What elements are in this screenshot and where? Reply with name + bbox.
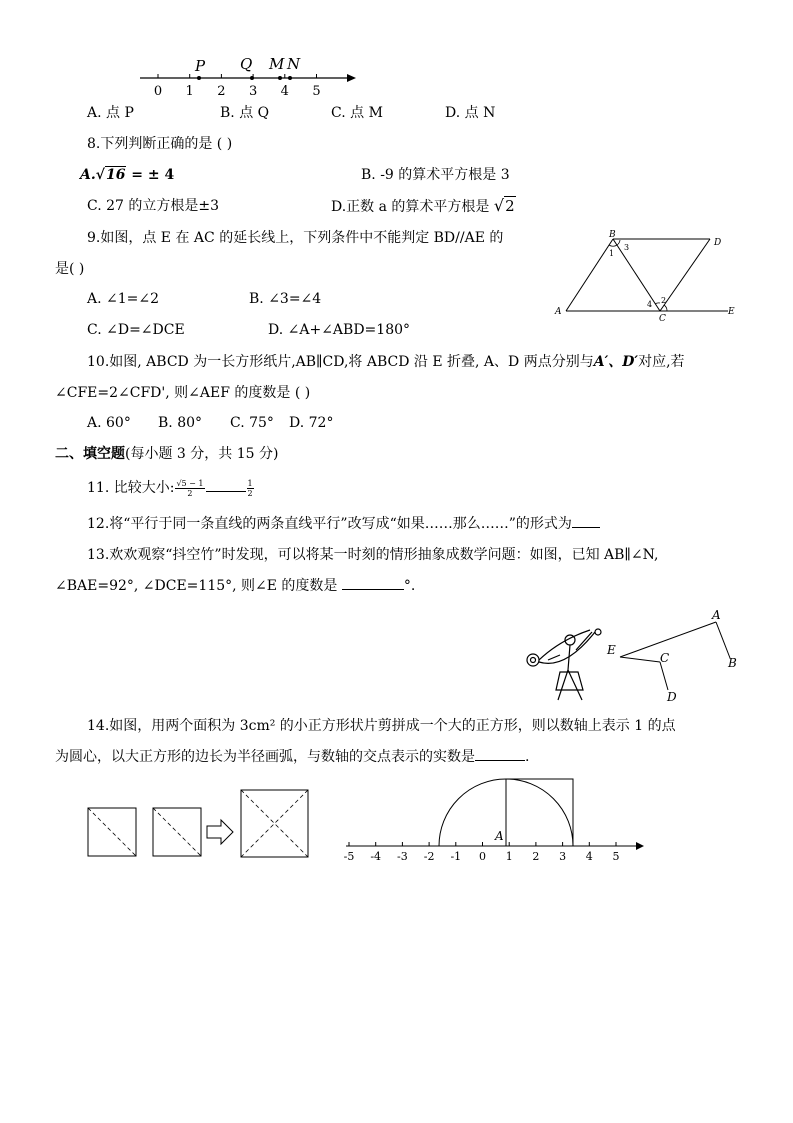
q9-label-a: A <box>555 307 562 317</box>
q13-label-c: C <box>660 651 670 665</box>
axis-tick-label: 3 <box>248 84 258 99</box>
sqrt-sign: √ <box>493 196 505 215</box>
axis-tick-label: 0 <box>479 850 486 863</box>
q13-line2-b: °. <box>403 578 416 594</box>
point-label-m: M <box>269 55 285 73</box>
axis-tick-label: 2 <box>217 84 226 99</box>
axis-tick-label: -3 <box>397 850 408 863</box>
q9-stem-line2: 是( ) <box>55 261 85 277</box>
q12-text: 12.将“平行于同一条直线的两条直线平行”改写成“如果……那么……”的形式为 <box>87 516 572 532</box>
q9-option-c: C. ∠D=∠DCE <box>87 322 185 338</box>
q9-angle-1: 1 <box>609 249 615 258</box>
q9-option-b: B. ∠3=∠4 <box>249 291 322 307</box>
q11-prefix: 11. 比较大小: <box>87 480 175 496</box>
q9-label-b: B <box>609 230 616 240</box>
axis-tick-label: 5 <box>612 850 620 863</box>
q8-option-c: C. 27 的立方根是±3 <box>87 198 220 214</box>
q9-angle-2: 2 <box>661 296 667 305</box>
point-label-q: Q <box>240 55 253 73</box>
q8-option-a-radicand: 16 <box>105 167 126 183</box>
q10-line1-c: 对应,若 <box>638 354 685 370</box>
axis-tick-label: 5 <box>312 84 321 99</box>
axis-tick-label: 0 <box>153 84 163 99</box>
q10-option-b: B. 80° <box>158 415 203 431</box>
axis-tick-label: -1 <box>450 850 462 863</box>
q13-label-a: A <box>712 608 721 622</box>
q10-option-d: D. 72° <box>289 415 334 431</box>
q8-option-a-prefix: A. <box>80 167 96 183</box>
q9-option-d: D. ∠A+∠ABD=180° <box>268 322 411 338</box>
axis-tick-label: 1 <box>185 84 194 99</box>
q7-option-a: A. 点 P <box>87 105 134 121</box>
q7-option-b: B. 点 Q <box>220 105 270 121</box>
q9-stem-line1: 9.如图，点 E 在 AC 的延长线上，下列条件中不能判定 BD//AE 的 <box>87 230 504 246</box>
q8-option-a-suffix: = ± 4 <box>126 167 175 183</box>
q10-line1-a: 10.如图, ABCD 为一长方形纸片,AB∥CD,将 ABCD 沿 E 折叠, A、D 两点分别与 <box>87 354 594 370</box>
section-2-title-bold: 二、填空题 <box>55 446 125 462</box>
q14-line2-text: 为圆心，以大正方形的边长为半径画弧，与数轴的交点表示的实数是 <box>55 749 475 765</box>
q8-option-d-radicand: 2 <box>505 197 515 215</box>
q14-point-label-a: A <box>495 829 504 843</box>
q13-line1: 13.欢欢观察“抖空竹”时发现，可以将某一时刻的情形抽象成数学问题：如图，已知 AB∥∠N, <box>87 547 659 563</box>
sqrt-sign: √ <box>95 167 105 183</box>
q13-line2-a: ∠BAE=92°, ∠DCE=115°, 则∠E 的度数是 <box>55 578 338 594</box>
q13-label-b: B <box>728 656 737 670</box>
q11-frac2-den: 2 <box>247 488 253 498</box>
q13-label-e: E <box>607 643 616 657</box>
q8-option-d-text: D.正数 a 的算术平方根是 <box>331 199 494 215</box>
q9-label-e: E <box>728 307 735 317</box>
square-on-axis <box>506 779 573 846</box>
axis-tick-label: -4 <box>370 850 382 863</box>
q9-option-a: A. ∠1=∠2 <box>87 291 160 307</box>
axis-tick-label: -2 <box>423 850 435 863</box>
axis-tick-label: 2 <box>532 850 540 863</box>
q11-frac1-num: √5 − 1 <box>176 478 204 488</box>
point-label-n: N <box>287 55 301 73</box>
point-label-p: P <box>195 57 206 75</box>
axis-tick-label: 4 <box>585 850 593 863</box>
q10-option-c: C. 75° <box>230 415 274 431</box>
axis-tick-label: -5 <box>343 850 355 863</box>
q8-option-b: B. -9 的算术平方根是 3 <box>361 167 510 183</box>
q10-line2: ∠CFE=2∠CFD', 则∠AEF 的度数是 ( ) <box>55 385 311 401</box>
q10-line1-b: A′、D′ <box>593 354 639 370</box>
q9-angle-4: 4 <box>647 300 653 309</box>
q7-option-d: D. 点 N <box>445 105 496 121</box>
q13-label-d: D <box>667 690 677 704</box>
q10-option-a: A. 60° <box>87 415 131 431</box>
q11-frac2-num: 1 <box>247 478 253 488</box>
q8-stem: 8.下列判断正确的是 ( ) <box>87 136 233 152</box>
axis-tick-label: 3 <box>559 850 567 863</box>
q11-frac1-den: 2 <box>187 488 193 498</box>
q7-option-c: C. 点 M <box>331 105 383 121</box>
q14-line2-end: . <box>525 749 530 765</box>
section-2-title-rest: (每小题 3 分，共 15 分) <box>125 446 279 462</box>
axis-tick-label: 4 <box>280 84 289 99</box>
q9-angle-3: 3 <box>624 243 630 252</box>
axis-tick-label: 1 <box>505 850 513 863</box>
q9-label-d: D <box>714 238 722 248</box>
q9-label-c: C <box>659 314 666 324</box>
q14-line1: 14.如图，用两个面积为 3cm² 的小正方形状片剪拼成一个大的正方形，则以数轴上表示 1 的点 <box>87 718 676 734</box>
